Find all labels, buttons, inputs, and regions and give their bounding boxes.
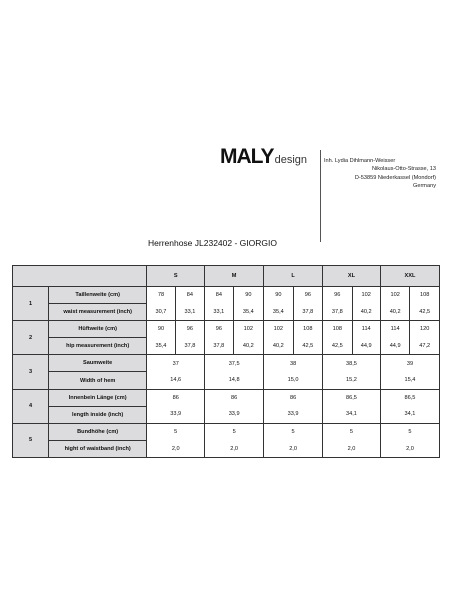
range-min-cell: 114 [380,321,409,338]
measurement-label: Bundhöhe (cm) [49,423,147,440]
range-max-cell: 40,2 [352,304,380,321]
value-cell: 5 [380,423,439,440]
value-cell: 33,9 [205,406,264,423]
brand-logo [220,146,307,168]
logo-maly-text: MALY [220,145,274,168]
document-title: Herrenhose JL232402 - GIORGIO [148,238,277,248]
range-min-cell: 84 [205,287,233,304]
value-cell: 5 [205,423,264,440]
address-owner: Inh. Lydia Dihlmann-Weisser [324,158,396,164]
range-min-cell: 102 [380,287,409,304]
logo-design-text: design [274,154,307,166]
size-header-s: S [147,266,205,287]
range-min-cell: 37,8 [205,338,233,355]
address-city: D-53859 Niederkassel (Mondorf) [354,174,436,181]
range-max-cell: 42,5 [410,304,440,321]
value-cell: 39 [380,355,439,372]
range-max-cell: 96 [293,287,322,304]
table-row [13,355,440,372]
section-number: 4 [13,389,49,423]
range-max-cell: 96 [175,321,204,338]
range-max-cell: 40,2 [233,338,264,355]
value-cell: 86,5 [323,389,381,406]
value-cell: 14,6 [147,372,205,389]
header-divider [320,150,321,242]
table-row [13,423,440,440]
value-cell: 38,5 [323,355,381,372]
value-cell: 15,0 [264,372,323,389]
measurement-label: Taillenweite (cm) [49,287,147,304]
range-min-cell: 102 [264,321,293,338]
section-number: 2 [13,321,49,355]
value-cell: 15,4 [380,372,439,389]
range-max-cell: 35,4 [233,304,264,321]
range-max-cell: 102 [352,287,380,304]
table-row [13,338,440,355]
range-min-cell: 40,2 [380,304,409,321]
table-row [13,287,440,304]
range-max-cell: 90 [233,287,264,304]
value-cell: 33,9 [264,406,323,423]
range-max-cell: 84 [175,287,204,304]
range-max-cell: 47,2 [410,338,440,355]
range-min-cell: 37,8 [323,304,352,321]
range-min-cell: 96 [205,321,233,338]
value-cell: 37,5 [205,355,264,372]
size-chart-body [13,266,440,458]
range-min-cell: 44,9 [380,338,409,355]
address-street: Nikolaus-Otto-Strasse, 13 [371,166,436,173]
value-cell: 2,0 [323,440,381,457]
value-cell: 2,0 [264,440,323,457]
table-header-row [13,266,440,287]
table-row [13,304,440,321]
table-row [13,406,440,423]
range-min-cell: 90 [264,287,293,304]
value-cell: 34,1 [380,406,439,423]
header-empty-cell [13,266,147,287]
range-min-cell: 40,2 [264,338,293,355]
measurement-label: Saumweite [49,355,147,372]
value-cell: 33,9 [147,406,205,423]
range-min-cell: 108 [323,321,352,338]
measurement-label: waist measurement (inch) [49,304,147,321]
range-max-cell: 120 [410,321,440,338]
measurement-label: Hüftweite (cm) [49,321,147,338]
range-min-cell: 33,1 [205,304,233,321]
table-row [13,389,440,406]
value-cell: 14,8 [205,372,264,389]
measurement-label: hight of waistband (inch) [49,440,147,457]
range-max-cell: 33,1 [175,304,204,321]
range-max-cell: 44,9 [352,338,380,355]
value-cell: 86 [205,389,264,406]
range-min-cell: 90 [147,321,175,338]
value-cell: 5 [323,423,381,440]
range-max-cell: 42,5 [293,338,322,355]
value-cell: 38 [264,355,323,372]
size-header-xxl: XXL [380,266,439,287]
range-min-cell: 96 [323,287,352,304]
company-address [324,157,436,191]
value-cell: 2,0 [380,440,439,457]
measurement-label: Innenbein Länge (cm) [49,389,147,406]
value-cell: 86 [264,389,323,406]
value-cell: 2,0 [205,440,264,457]
section-number: 1 [13,287,49,321]
value-cell: 5 [147,423,205,440]
size-header-m: M [205,266,264,287]
range-max-cell: 108 [293,321,322,338]
table-row [13,440,440,457]
table-row [13,372,440,389]
value-cell: 2,0 [147,440,205,457]
range-max-cell: 108 [410,287,440,304]
range-max-cell: 37,8 [293,304,322,321]
value-cell: 5 [264,423,323,440]
range-max-cell: 37,8 [175,338,204,355]
value-cell: 86 [147,389,205,406]
range-max-cell: 102 [233,321,264,338]
size-header-xl: XL [323,266,381,287]
section-number: 3 [13,355,49,389]
size-header-l: L [264,266,323,287]
range-min-cell: 30,7 [147,304,175,321]
size-chart-table [12,265,440,458]
value-cell: 34,1 [323,406,381,423]
range-min-cell: 42,5 [323,338,352,355]
table-row [13,321,440,338]
range-min-cell: 78 [147,287,175,304]
range-min-cell: 35,4 [147,338,175,355]
value-cell: 37 [147,355,205,372]
measurement-label: hip measurement (inch) [49,338,147,355]
measurement-label: Width of hem [49,372,147,389]
measurement-label: length inside (inch) [49,406,147,423]
address-country: Germany [412,183,436,190]
range-max-cell: 114 [352,321,380,338]
range-min-cell: 35,4 [264,304,293,321]
value-cell: 86,5 [380,389,439,406]
section-number: 5 [13,423,49,457]
value-cell: 15,2 [323,372,381,389]
